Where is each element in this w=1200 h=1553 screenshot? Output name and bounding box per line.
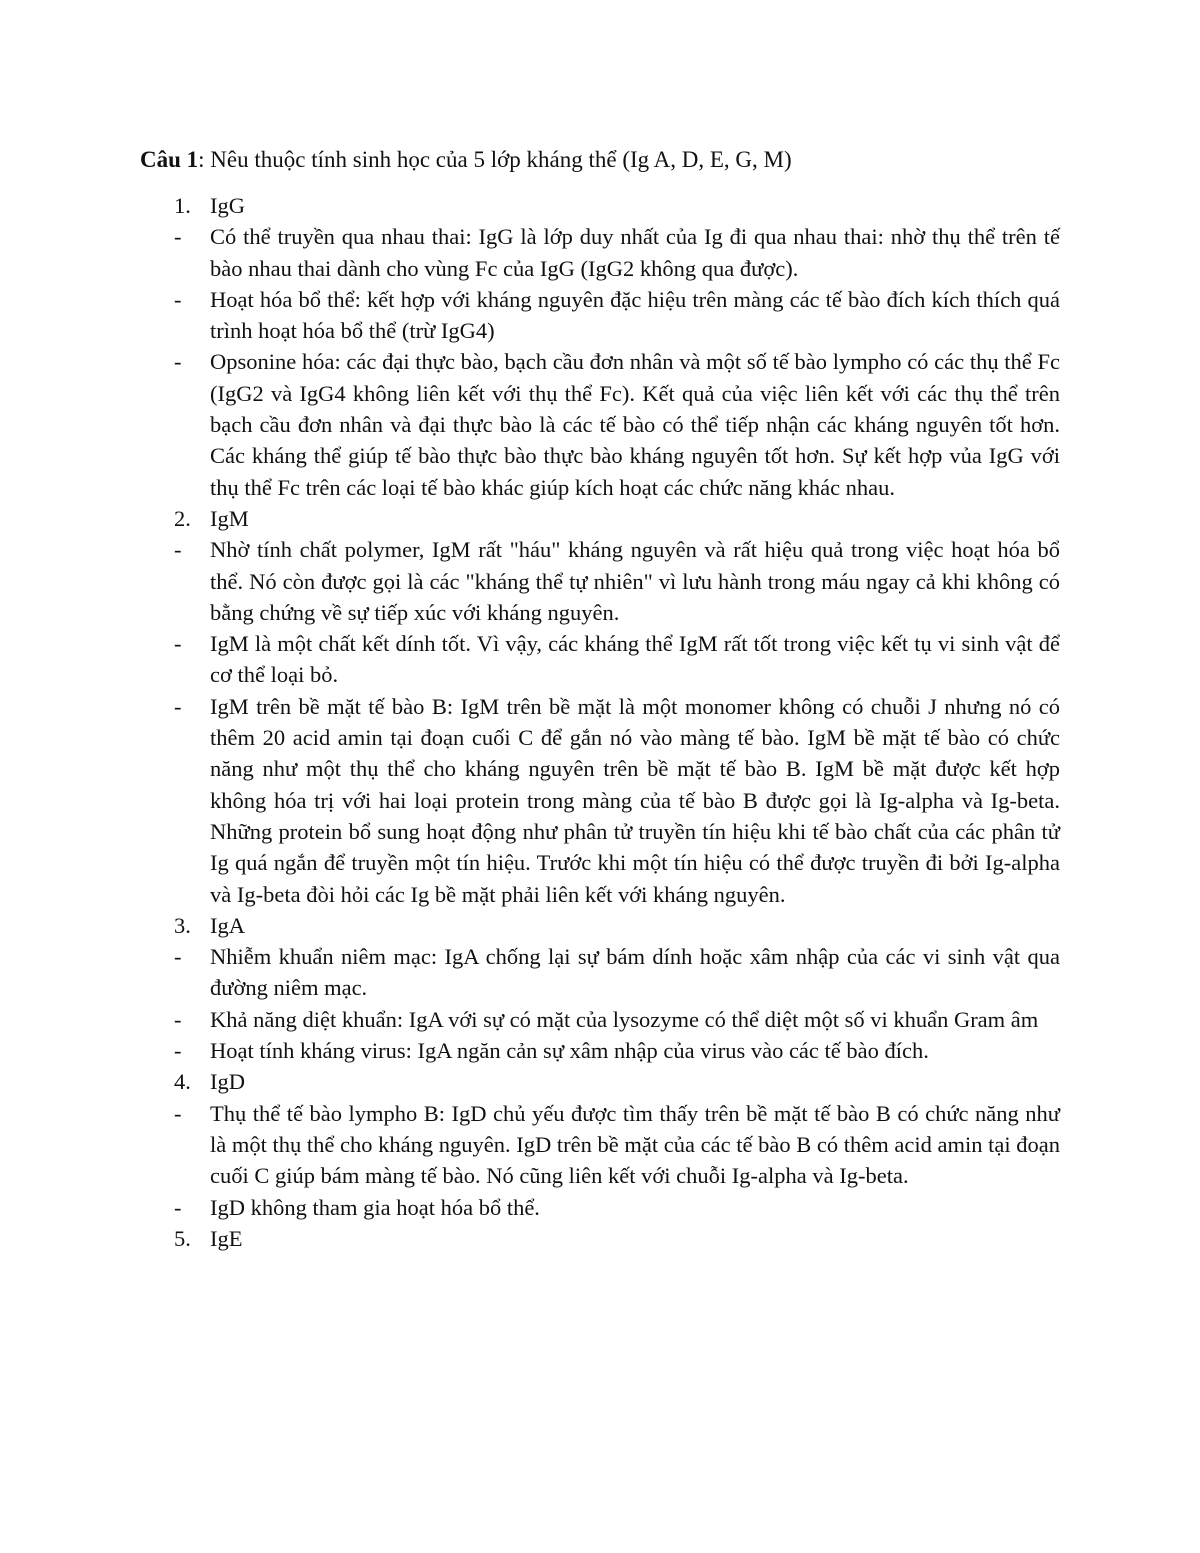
list-item: [140, 534, 1060, 628]
question-label: Câu 1: [140, 147, 199, 172]
bullet-marker: -: [174, 1100, 182, 1126]
section-heading: [140, 190, 1060, 221]
section-title: IgM: [210, 505, 249, 531]
section-number: 5.: [174, 1225, 191, 1251]
section-number: 3.: [174, 912, 191, 938]
list-item: [140, 941, 1060, 1004]
section-heading: [140, 1066, 1060, 1097]
section-number: 1.: [174, 193, 191, 218]
list-item: [140, 1035, 1060, 1066]
list-item-text: Có thể truyền qua nhau thai: IgG là lớp duy nhất của Ig đi qua nhau thai: nhờ thụ thể trên tế bào nhau thai dành cho vùng Fc của IgG (IgG2 không qua được).: [210, 224, 1060, 281]
list-item-text: Opsonine hóa: các đại thực bào, bạch cầu đơn nhân và một số tế bào lympho có các thụ thể Fc (IgG2 và IgG4 không liên kết với thụ thể Fc). Kết quả của việc liên kết với các thụ thể trên bạch cầu đơn nhân và đại thực bào là các tế bào có thể tiếp nhận các kháng nguyên tốt hơn. Các kháng thể giúp tế bào thực bào thực bào kháng nguyên tốt hơn. Sự kết hợp vủa IgG với thụ thể Fc trên các loại tế bào khác giúp kích hoạt các chức năng khác nhau.: [210, 349, 1060, 500]
section-heading: [140, 1223, 1060, 1254]
list-item-text: IgM trên bề mặt tế bào B: IgM trên bề mặt là một monomer không có chuỗi J nhưng nó có thêm 20 acid amin tại đoạn cuối C để gắn nó vào màng tế bào. IgM bề mặt tế bào có chức năng như một thụ thể cho kháng nguyên trên bề mặt tế bào B. IgM bề mặt được kết hợp không hóa trị với hai loại protein trong màng của tế bào B được gọi là Ig-alpha và Ig-beta. Những protein bổ sung hoạt động như phân tử truyền tín hiệu khi tế bào chất của các phân tử Ig quá ngắn để truyền một tín hiệu. Trước khi một tín hiệu có thể được truyền đi bởi Ig-alpha và Ig-beta đòi hỏi các Ig bề mặt phải liên kết với kháng nguyên.: [210, 693, 1060, 907]
section-title: IgD: [210, 1069, 245, 1095]
list-item: [140, 346, 1060, 502]
bullet-marker: -: [174, 944, 182, 970]
list-item-text: IgM là một chất kết dính tốt. Vì vậy, các kháng thể IgM rất tốt trong việc kết tụ vi sinh vật để cơ thể loại bỏ.: [210, 631, 1060, 688]
bullet-marker: -: [174, 1194, 182, 1220]
list-item-text: Nhờ tính chất polymer, IgM rất "háu" kháng nguyên và rất hiệu quả trong việc hoạt hóa bổ thể. Nó còn được gọi là các "kháng thể tự nhiên" vì lưu hành trong máu ngay cả khi không có bằng chứng về sự tiếp xúc với kháng nguyên.: [210, 537, 1060, 625]
section-number: 2.: [174, 505, 191, 531]
list-item: [140, 221, 1060, 284]
question-text: : Nêu thuộc tính sinh học của 5 lớp kháng thể (Ig A, D, E, G, M): [198, 147, 792, 172]
list-item: [140, 1192, 1060, 1223]
bullet-marker: -: [174, 1006, 182, 1032]
bullet-marker: -: [174, 286, 182, 312]
list-item-text: Khả năng diệt khuẩn: IgA với sự có mặt của lysozyme có thể diệt một số vi khuẩn Gram âm: [210, 1006, 1039, 1032]
list-item: [140, 628, 1060, 691]
bullet-marker: -: [174, 537, 182, 563]
section-title: IgE: [210, 1225, 243, 1251]
list-item: [140, 284, 1060, 347]
section-heading: [140, 910, 1060, 941]
section-title: IgG: [210, 193, 245, 218]
list-item: [140, 1004, 1060, 1035]
list-item-text: Hoạt tính kháng virus: IgA ngăn cản sự xâm nhập của virus vào các tế bào đích.: [210, 1038, 929, 1064]
bullet-marker: -: [174, 1038, 182, 1064]
bullet-marker: -: [174, 631, 182, 657]
bullet-marker: -: [174, 693, 182, 719]
bullet-marker: -: [174, 224, 182, 250]
list-item-text: Hoạt hóa bổ thể: kết hợp với kháng nguyên đặc hiệu trên màng các tế bào đích kích thích quá trình hoạt hóa bổ thể (trừ IgG4): [210, 286, 1060, 344]
section-title: IgA: [210, 912, 245, 938]
list-item: [140, 691, 1060, 910]
bullet-marker: -: [174, 349, 182, 375]
section-heading: [140, 503, 1060, 534]
list-item-text: Nhiễm khuẩn niêm mạc: IgA chống lại sự bám dính hoặc xâm nhập của các vi sinh vật qua đường niêm mạc.: [210, 944, 1060, 1001]
list-item-text: IgD không tham gia hoạt hóa bổ thể.: [210, 1194, 540, 1220]
list-item-text: Thụ thể tế bào lympho B: IgD chủ yếu được tìm thấy trên bề mặt tế bào B có chức năng như là một thụ thể cho kháng nguyên. IgD trên bề mặt của các tế bào B có thêm acid amin tại đoạn cuối C giúp bám màng tế bào. Nó cũng liên kết với chuỗi Ig-alpha và Ig-beta.: [210, 1100, 1060, 1189]
answer-content: [140, 190, 1060, 1254]
list-item: [140, 1098, 1060, 1192]
section-number: 4.: [174, 1069, 191, 1095]
question-title: [140, 146, 792, 174]
